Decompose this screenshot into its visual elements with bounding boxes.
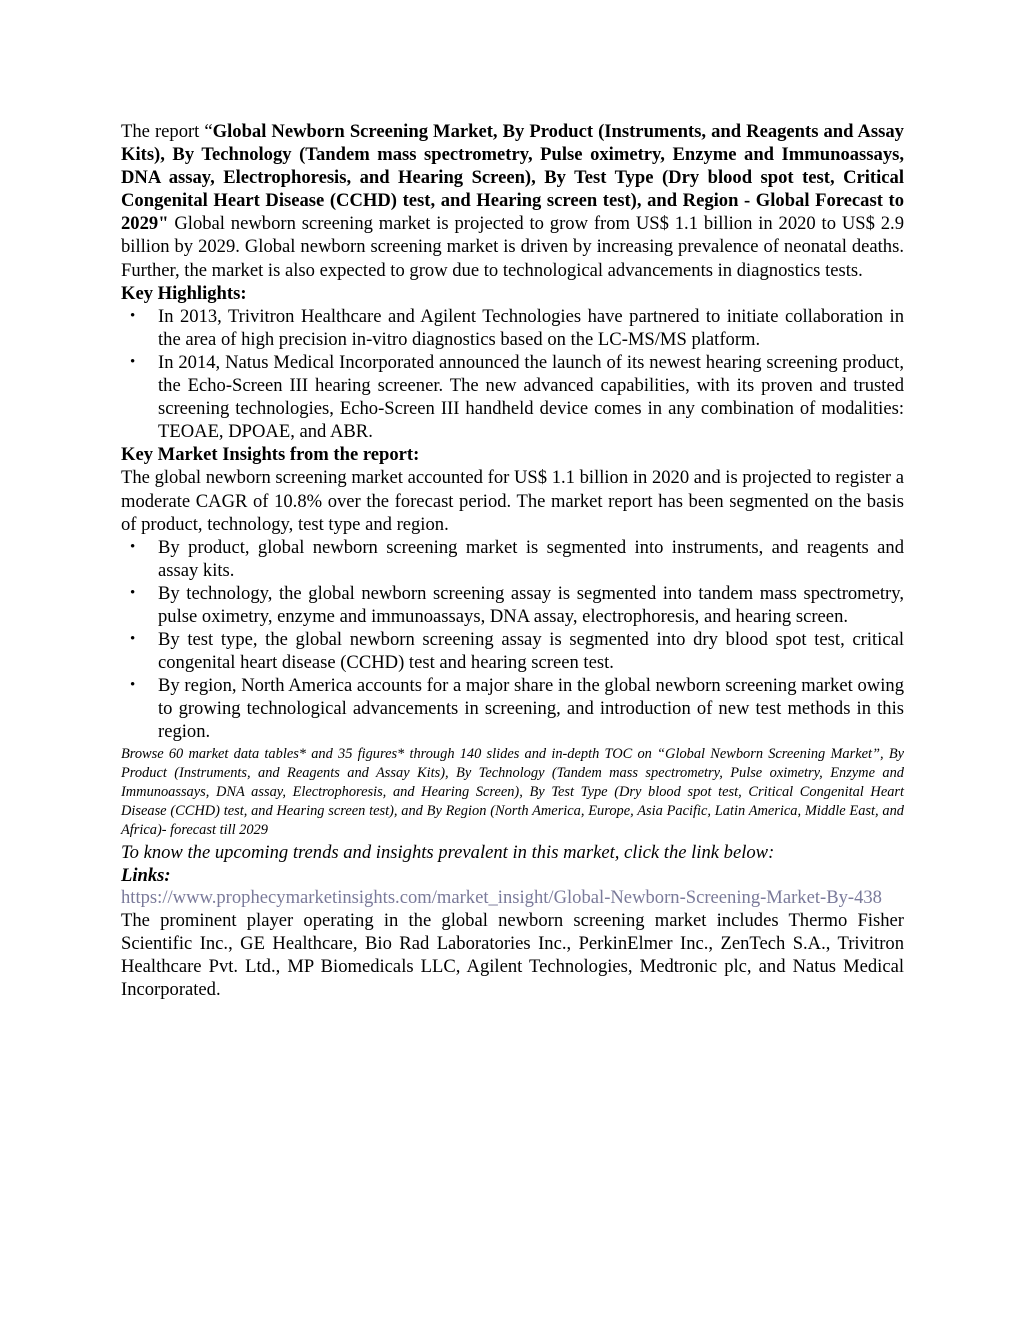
insights-paragraph: The global newborn screening market accounted for US$ 1.1 billion in 2020 and is projected to register a moderate CAGR of 10.8% over the forecast period. The market report has been segmented on the basis of product, technology, test type and region. bbox=[121, 467, 904, 535]
highlights-list bbox=[121, 305, 904, 444]
document-page bbox=[121, 120, 904, 1001]
list-item: • By product, global newborn screening market is segmented into instruments, and reagents and assay kits. bbox=[130, 536, 904, 581]
links-label: Links: bbox=[121, 864, 171, 886]
list-item: • By technology, the global newborn screening assay is segmented into tandem mass spectrometry, pulse oximetry, enzyme and immunoassays, DNA assay, electrophoresis, and hearing screen. bbox=[130, 582, 904, 627]
insights-list bbox=[121, 536, 904, 744]
bullet-icon: • bbox=[130, 677, 136, 694]
report-title: Global Newborn Screening Market, By Product (Instruments, and Reagents and Assay Kits), By Technology (Tandem mass spectrometry, Pulse oximetry, Enzyme and Immunoassays, DNA assay, Electrophoresis, and Hearing Screen), By Test Type (Dry blood spot test, Critical Congenital Heart Disease (CCHD) test, and Hearing screen test), and Region - Global Forecast to 2029" bbox=[121, 121, 904, 235]
cta-text: To know the upcoming trends and insights prevalent in this market, click the link below: bbox=[121, 841, 775, 863]
players-paragraph: The prominent player operating in the global newborn screening market includes Thermo Fisher Scientific Inc., GE Healthcare, Bio Rad Laboratories Inc., PerkinElmer Inc., ZenTech S.A., Trivitron Healthcare Pvt. Ltd., MP Biomedicals LLC, Agilent Technologies, Medtronic plc, and Natus Medical Incorporated. bbox=[121, 909, 904, 1000]
bullet-icon: • bbox=[130, 538, 136, 555]
list-item: • In 2013, Trivitron Healthcare and Agilent Technologies have partnered to initiate collaboration in the area of high precision in-vitro diagnostics based on the LC-MS/MS platform. bbox=[130, 305, 904, 350]
bullet-icon: • bbox=[130, 631, 136, 648]
list-item: • By region, North America accounts for a major share in the global newborn screening market owing to growing technological advancements in screening, and introduction of new test methods in this region. bbox=[130, 675, 904, 743]
intro-prefix: The report “ bbox=[121, 121, 213, 142]
intro-body: Global newborn screening market is projected to grow from US$ 1.1 billion in 2020 to US$ 2.9 billion by 2029. Global newborn screening market is driven by increasing prevalence of neonatal deaths. Further, the market is also expected to grow due to technological advancements in diagnostics tests. bbox=[121, 213, 904, 281]
list-item: • By test type, the global newborn screening assay is segmented into dry blood spot test, critical congenital heart disease (CCHD) test and hearing screen test. bbox=[130, 629, 904, 674]
key-insights-heading: Key Market Insights from the report: bbox=[121, 444, 420, 466]
list-item: • In 2014, Natus Medical Incorporated announced the launch of its newest hearing screening product, the Echo-Screen III hearing screener. The new advanced capabilities, with its proven and trusted screening technologies, Echo-Screen III handheld device comes in any combination of modalities: TEOAE, DPOAE, and ABR. bbox=[130, 351, 904, 443]
browse-paragraph: Browse 60 market data tables* and 35 figures* through 140 slides and in-depth TOC on “Global Newborn Screening Market”, By Product (Instruments, and Reagents and Assay Kits), By Technology (Tandem mass spectrometry, Pulse oximetry, Enzyme and Immunoassays, DNA assay, Electrophoresis, and Hearing Screen), By Test Type (Dry blood spot test, Critical Congenital Heart Disease (CCHD) test, and Hearing screen test), and By Region (North America, Europe, Asia Pacific, Latin America, Middle East, and Africa)- forecast till 2029 bbox=[121, 745, 904, 839]
bullet-icon: • bbox=[130, 353, 136, 370]
bullet-icon: • bbox=[130, 307, 136, 324]
intro-paragraph bbox=[121, 120, 904, 282]
bullet-icon: • bbox=[130, 584, 136, 601]
report-link[interactable]: https://www.prophecymarketinsights.com/market_insight/Global-Newborn-Screening-Market-By-438 bbox=[121, 886, 882, 908]
key-highlights-heading: Key Highlights: bbox=[121, 282, 247, 304]
